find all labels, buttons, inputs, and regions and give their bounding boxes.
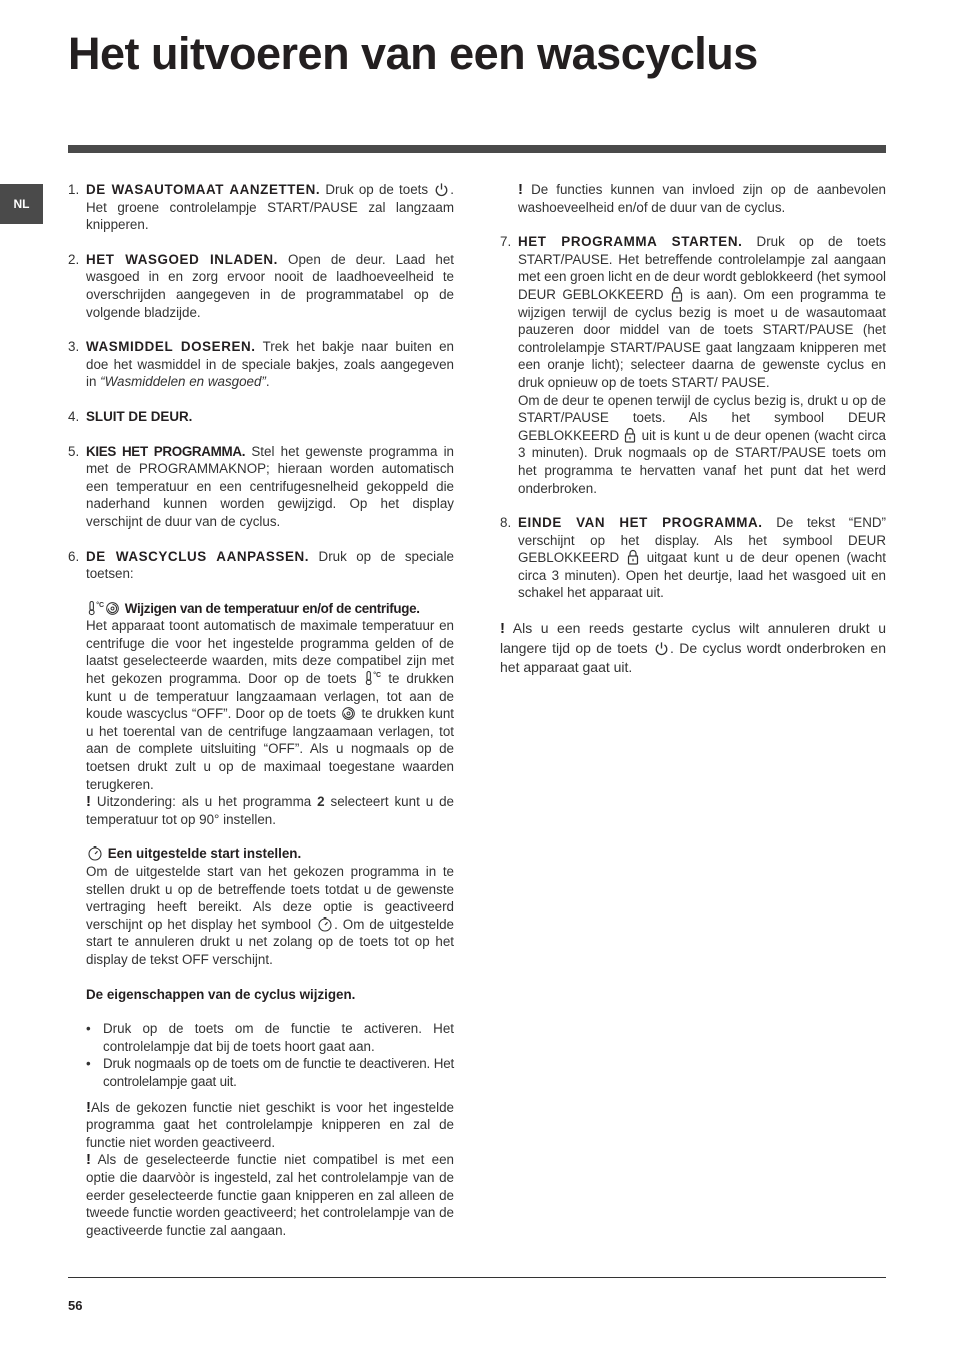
properties-list: [68, 1020, 454, 1090]
exception-text: Uitzondering: als u het programma: [91, 794, 318, 810]
step-number: 8.: [500, 515, 512, 531]
step-text: is aan). Om een programma te wijzigen terwijl de cyclus bezig is moet u de wasautomaat pauzeren door middel van de toets START/PAUSE (het controlelampje START/PAUSE gaat langzaam knipperen met een oranje licht); selecteer daarna de gewenste cyclus en druk opnieuw op de toets START/ PAUSE.: [518, 286, 887, 390]
footer-divider: [68, 1277, 886, 1278]
reference-text: “Wasmiddelen en wasgoed”: [100, 374, 266, 390]
step-text: Druk op de toets: [320, 182, 434, 197]
step-text: .: [265, 374, 270, 390]
step-text: Druk op de toets START/PAUSE. Het betreffende controlelampje zal aangaan met een groen licht en de deur wordt geblokkeerd (het symool DEUR GEBLOKKEERD: [518, 234, 886, 302]
warning-note: [68, 1099, 454, 1240]
section-text: . Om de uitgestelde start te annuleren drukt u net zolang op de toets tot op het display de tekst OFF verschijnt.: [86, 916, 454, 967]
lock-icon: [627, 549, 639, 565]
power-icon: [434, 182, 449, 197]
step-number: 1.: [68, 182, 80, 197]
step-text: uit is kunt u de deur openen (wacht circa 3 minuten). Druk nogmaals op de START/PAUSE toets om het programma te hervatten vanaf het punt dat het werd onderbroken.: [518, 427, 886, 496]
step-number: 2.: [68, 251, 80, 267]
function-note: [500, 181, 886, 216]
step-number: 6.: [68, 548, 80, 564]
step-number: 5.: [68, 443, 80, 459]
step-text: Om de deur te openen terwijl de cyclus bezig is, drukt u op de START/PAUSE toets. Als het symbool DEUR GEBLOKKEERD: [518, 392, 886, 443]
step-heading: DE WASCYCLUS AANPASSEN.: [86, 548, 310, 564]
cancel-note: [500, 619, 886, 678]
svg-text:°C: °C: [96, 601, 105, 609]
step-heading: WASMIDDEL DOSEREN.: [86, 339, 256, 355]
step-heading: SLUIT DE DEUR.: [86, 408, 193, 424]
step-7: [500, 233, 886, 497]
warning-mark: !: [500, 620, 505, 638]
section-heading: De eigenschappen van de cyclus wijzigen.: [86, 986, 356, 1002]
step-text: Stel het gewenste programma in met de PROGRAMMAKNOP; hieraan worden automatisch een temperatuur en een centrifugesnelheid gekoppeld die naderhand kunnen worden gewijzigd. Op het display verschijnt de duur van de cyclus.: [86, 443, 455, 529]
program-number: 2: [317, 794, 325, 810]
step-3: [68, 338, 454, 391]
note-text: . De cyclus wordt onderbroken en het apparaat gaat uit.: [500, 639, 886, 676]
language-tab: NL: [0, 184, 43, 224]
note-text: De functies kunnen van invloed zijn op de aanbevolen washoeveelheid en/of de duur van de cyclus.: [518, 182, 886, 215]
step-number: 3.: [68, 339, 80, 355]
thermometer-icon: [364, 670, 380, 686]
step-4: [68, 408, 454, 426]
cycle-properties-section: [68, 986, 454, 1004]
step-2: [68, 251, 454, 321]
step-number: 4.: [68, 408, 80, 424]
section-text: te drukken kunt u de temperatuur langzaamaan verlagen, tot aan de koude wascyclus “OFF”. Door op de toets: [86, 671, 455, 722]
step-heading: HET WASGOED INLADEN.: [86, 251, 279, 267]
warning-mark: !: [86, 1151, 91, 1169]
note-text: Als u een reeds gestarte cyclus wilt annuleren drukt u langere tijd op de toets: [500, 620, 886, 656]
page-title: Het uitvoeren van een wascyclus: [68, 28, 758, 79]
left-column: [68, 181, 454, 1239]
thermometer-icon: [87, 600, 103, 616]
list-item: • Druk op de toets om de functie te activeren. Het controlelampje dat bij de toets hoort gaat aan.: [86, 1020, 454, 1055]
page-number: 56: [68, 1298, 83, 1313]
title-divider: [68, 145, 886, 153]
lock-icon: [624, 427, 636, 443]
section-text: Het apparaat toont automatisch de maximale temperatuur en centrifuge die voor het ingestelde programma gelden of de laatst geselecteerde waarden, mits deze compatibel zijn met het gekozen programma. Door op de toets: [86, 618, 454, 687]
step-heading: HET PROGRAMMA STARTEN.: [518, 234, 743, 250]
step-8: [500, 514, 886, 602]
svg-text:°C: °C: [373, 672, 382, 680]
section-heading: Wijzigen van de temperatuur en/of de centrifuge.: [124, 600, 420, 616]
step-heading: EINDE VAN HET PROGRAMMA.: [518, 515, 763, 531]
delayed-start-section: [68, 845, 454, 968]
step-heading: KIES HET PROGRAMMA.: [86, 443, 246, 459]
spin-icon: [341, 706, 356, 721]
list-item: • Druk nogmaals op de toets om de functie te deactiveren. Het controlelampje gaat uit.: [86, 1055, 454, 1090]
step-text: . Het groene controlelampje START/PAUSE zal langzaam knipperen.: [86, 182, 454, 233]
step-1: [68, 181, 454, 234]
lock-icon: [671, 286, 683, 302]
exception-text: selecteert kunt u de temperatuur tot op 90° instellen.: [86, 794, 454, 827]
spin-icon: [105, 601, 120, 616]
delay-timer-icon: [317, 916, 333, 932]
step-text: Open de deur. Laad het wasgoed in en zorg ervoor nooit de laadhoeveelheid te overschrijden aangegeven in de programmatabel op de volgende bladzijde.: [86, 251, 454, 320]
warning-mark: !: [518, 181, 523, 198]
step-text: De tekst “END” verschijnt op het display. Als het symbool DEUR GEBLOKKEERD: [518, 515, 886, 566]
right-column: [500, 181, 886, 678]
step-heading: DE WASAUTOMAAT AANZETTEN.: [86, 182, 321, 197]
step-text: Druk op de speciale toetsen:: [86, 548, 454, 582]
section-text: Om de uitgestelde start van het gekozen programma in te stellen drukt u op de betreffende toets totdat u de gewenste vertraging heeft bereikt. Als deze optie is geactiveerd verschijnt op het display het symbool: [86, 864, 454, 932]
warning-mark: !: [86, 1098, 91, 1116]
warning-mark: !: [86, 793, 91, 811]
step-text: Trek het bakje naar buiten en doe het wasmiddel in de speciale bakjes, zoals aangegeven in: [86, 339, 455, 390]
delay-timer-icon: [87, 845, 103, 861]
step-text: uitgaat kunt u de deur openen (wacht circa 3 minuten). Open het deurtje, laad het wasgoed uit en schakel het apparaat uit.: [518, 550, 886, 601]
temperature-spin-section: [68, 600, 454, 829]
step-6: [68, 548, 454, 583]
power-icon: [654, 641, 669, 656]
step-number: 7.: [500, 234, 512, 250]
section-heading: Een uitgestelde start instellen.: [107, 846, 302, 862]
step-5: [68, 443, 454, 531]
warning-text: Als de geselecteerde functie niet compatibel is met een optie die daarvòòr is ingesteld, zal het controlelampje van de eerder geselecteerde functie gaan knipperen en zal alleen de tweede functie worden geactiveerd; het controlelampje van de geactiveerde functie zal aangaan.: [86, 1152, 454, 1238]
section-text: te drukken kunt u het toerental van de centrifuge langzaamaan verlagen, tot aan de complete uitsluiting “OFF”. Als u nogmaals op de toetsen drukt zult u op de maximaal toegestane waarden terugkeren.: [86, 706, 454, 792]
warning-text: Als de gekozen functie niet geschikt is voor het ingestelde programma gaat het controlelampje knipperen en zal de functie niet worden geactiveerd.: [86, 1099, 454, 1150]
